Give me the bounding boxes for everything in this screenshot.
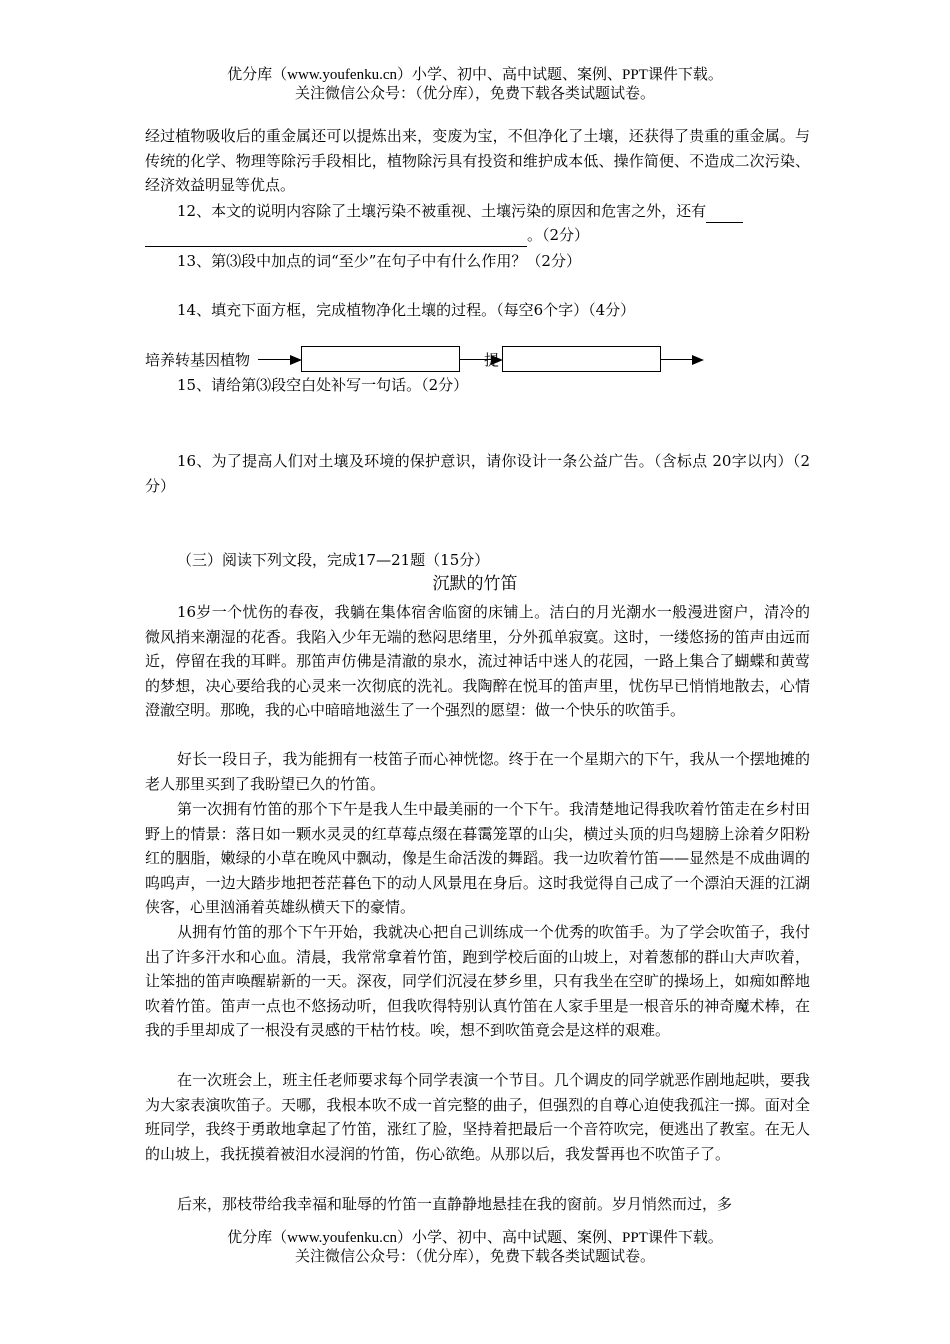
section-3-heading: （三）阅读下列文段，完成17—21题（15分） [177,551,490,569]
article-paragraph-6: 后来，那枝带给我幸福和耻辱的竹笛一直静静地悬挂在我的窗前。岁月悄然而过，多 [177,1195,733,1213]
flow-start-label: 培养转基因植物 [145,351,251,369]
question-14: 14、填充下面方框，完成植物净化土壤的过程。（每空6个字）（4分） [177,301,636,319]
article-paragraph-4: 从拥有竹笛的那个下午开始，我就决心把自己训练成一个优秀的吹笛手。为了学会吹笛子，我付出了许多汗水和心血。清晨，我常常拿着竹笛，跑到学校后面的山坡上，对着葱郁的群山大声吹着，让笨拙的笛声唤醒崭新的一天。深夜，同学们沉浸在梦乡里，只有我坐在空旷的操场上，如痴如醉地吹着竹笛。笛声一点也不悠扬动听，但我吹得特别认真竹笛在人家手里是一根音乐的神奇魔术棒，在我的手里却成了一根没有灵感的干枯竹枝。唉，想不到吹笛竟会是这样的艰难。 [145,923,810,1040]
question-12-text: 12、本文的说明内容除了土壤污染不被重视、土壤污染的原因和危害之外，还有 [177,202,707,220]
flow-arrow-3-shaft [661,359,693,360]
page-footer-line1: 优分库（www.youfenku.cn）小学、初中、高中试题、案例、PPT课件下载。 [227,1230,723,1246]
article-title: 沉默的竹笛 [432,574,518,594]
intro-paragraph: 经过植物吸收后的重金属还可以提炼出来，变废为宝，不但净化了土壤，还获得了贵重的重金属。与传统的化学、物理等除污手段相比，植物除污具有投资和维护成本低、操作简便、不造成二次污染、经济效益明显等优点。 [145,127,810,195]
answer-blank [145,224,527,247]
article-paragraph-1: 16岁一个忧伤的春夜，我躺在集体宿舍临窗的床铺上。洁白的月光潮水一般漫进窗户，清冷的微风捎来潮湿的花香。我陷入少年无端的愁闷思绪里，分外孤单寂寞。这时，一缕悠扬的笛声由远而近，停留在我的耳畔。那笛声仿佛是清澈的泉水，流过神话中迷人的花园，一路上集合了蝴蝶和黄莺的梦想，决心要给我的心灵来一次彻底的洗礼。我陶醉在悦耳的笛声里，忧伤早已悄悄地散去，心情澄澈空明。那晚，我的心中暗暗地滋生了一个强烈的愿望：做一个快乐的吹笛手。 [145,603,810,720]
question-12-continued [145,224,589,247]
question-13: 13、第⑶段中加点的词“至少”在句子中有什么作用？（2分） [177,252,581,270]
flow-arrow-3-icon [692,355,704,365]
article-paragraph-3: 第一次拥有竹笛的那个下午是我人生中最美丽的一个下午。我清楚地记得我吹着竹笛走在乡村田野上的情景：落日如一颗水灵灵的红草莓点缀在暮霭笼罩的山尖，横过头顶的归鸟翅膀上涂着夕阳粉红的胭脂，嫩绿的小草在晚风中飘动，像是生命活泼的舞蹈。我一边吹着竹笛——显然是不成曲调的呜呜声，一边大踏步地把苍茫暮色下的动人风景甩在身后。这时我觉得自己成了一个漂泊天涯的江湖侠客，心里汹涌着英雄纵横天下的豪情。 [145,800,810,917]
article-paragraph-5: 在一次班会上，班主任老师要求每个同学表演一个节目。几个调皮的同学就恶作剧地起哄，要我为大家表演吹笛子。天哪，我根本吹不成一首完整的曲子，但强烈的自尊心迫使我孤注一掷。面对全班同学，我终于勇敢地拿起了竹笛，涨红了脸，坚持着把最后一个音符吹完，便逃出了教室。在无人的山坡上，我抚摸着被泪水浸润的竹笛，伤心欲绝。从那以后，我发誓再也不吹笛子了。 [145,1071,810,1163]
page-header-line1: 优分库（www.youfenku.cn）小学、初中、高中试题、案例、PPT课件下载。 [227,67,723,83]
question-16: 16、为了提高人们对土壤及环境的保护意识，请你设计一条公益广告。（含标点 20字以内）（2分） [145,452,810,495]
article-paragraph-2: 好长一段日子，我为能拥有一枝笛子而心神恍惚。终于在一个星期六的下午，我从一个摆地摊的老人那里买到了我盼望已久的竹笛。 [145,750,810,793]
page-header-line2: 关注微信公众号：（优分库），免费下载各类试题试卷。 [294,86,655,102]
page-footer-line2: 关注微信公众号：（优分库），免费下载各类试题试卷。 [294,1249,655,1265]
question-15: 15、请给第⑶段空白处补写一句话。（2分） [177,376,469,394]
question-12-end: 。（2分） [527,226,590,244]
answer-blank [706,200,743,223]
question-12 [177,200,743,223]
flow-answer-box-1[interactable] [301,346,460,372]
flow-answer-box-2[interactable] [502,346,661,372]
flow-arrow-1-shaft [258,359,292,360]
flow-mid-label: 提 [484,351,500,369]
